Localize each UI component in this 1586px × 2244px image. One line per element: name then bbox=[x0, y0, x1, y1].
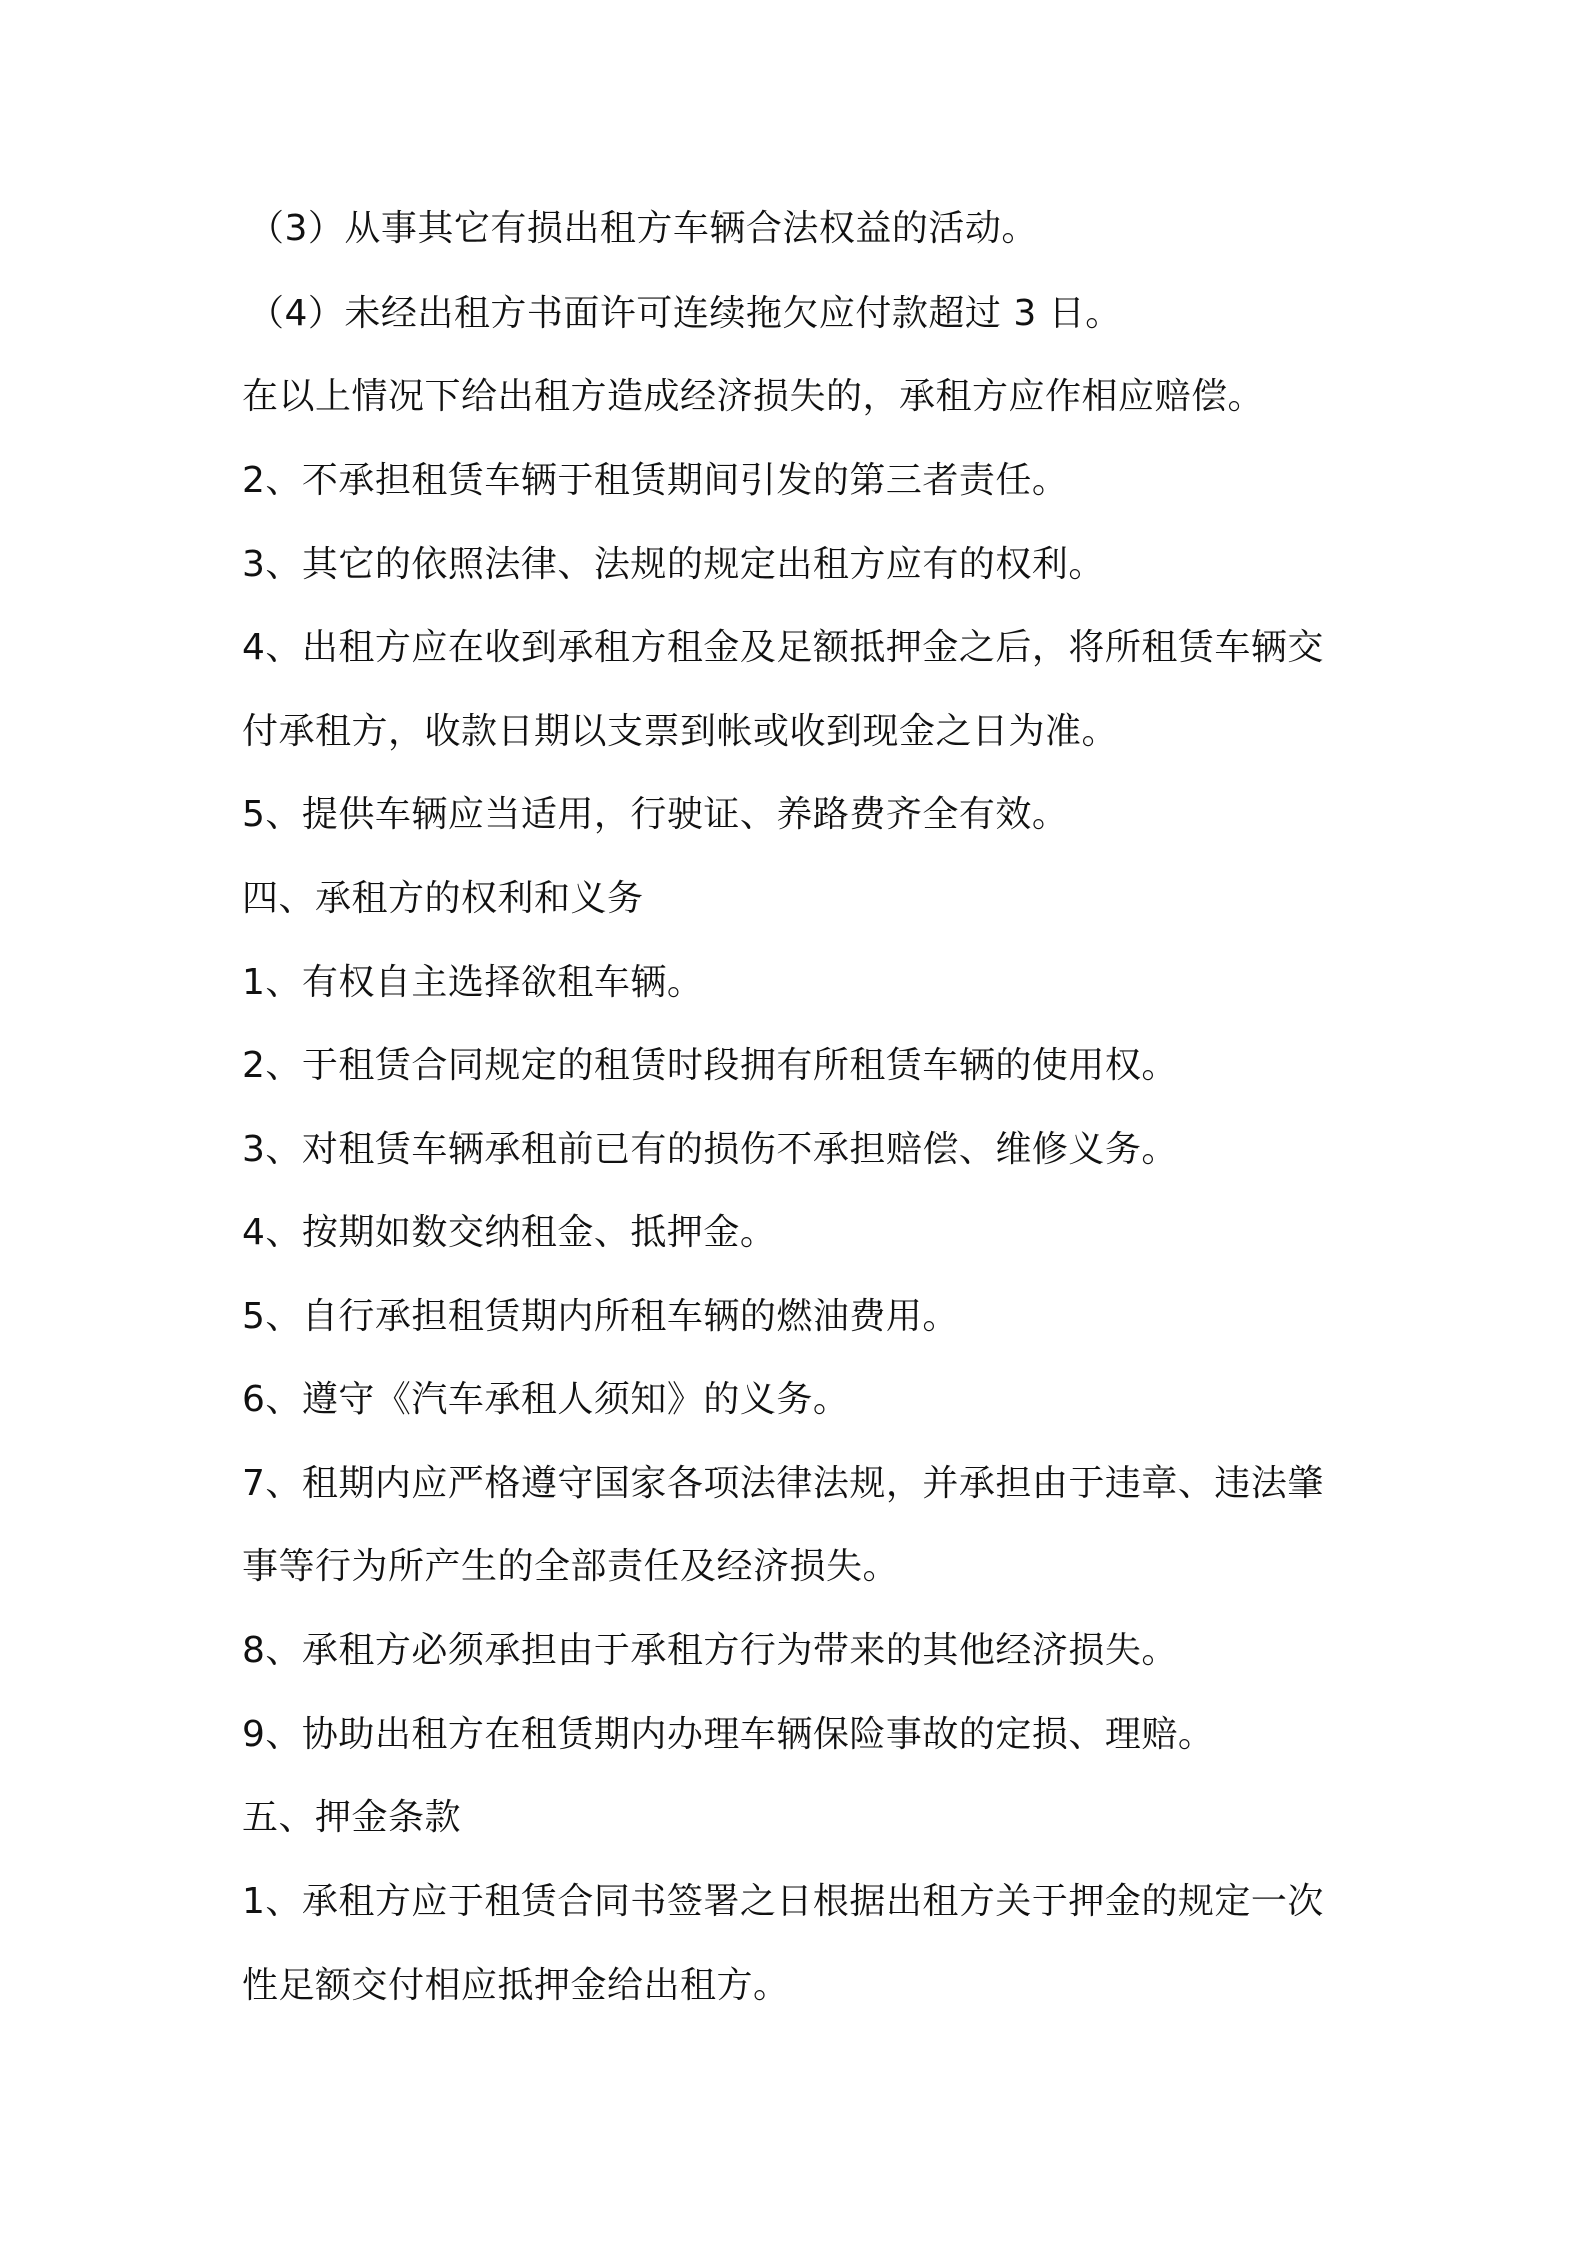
text-line: 付承租方，收款日期以支票到帐或收到现金之日为准。 bbox=[242, 711, 1119, 752]
text-line: 4、出租方应在收到承租方租金及足额抵押金之后，将所租赁车辆交 bbox=[242, 627, 1324, 668]
text-line: 2、不承担租赁车辆于租赁期间引发的第三者责任。 bbox=[242, 460, 1069, 501]
text-line: 5、自行承担租赁期内所租车辆的燃油费用。 bbox=[242, 1296, 959, 1337]
section-heading: 四、承租方的权利和义务 bbox=[242, 878, 644, 919]
text-line: （3）从事其它有损出租方车辆合法权益的活动。 bbox=[248, 208, 1038, 249]
text-line: 5、提供车辆应当适用，行驶证、养路费齐全有效。 bbox=[242, 794, 1069, 835]
text-line: 3、对租赁车辆承租前已有的损伤不承担赔偿、维修义务。 bbox=[242, 1129, 1178, 1170]
text-line: 事等行为所产生的全部责任及经济损失。 bbox=[242, 1546, 900, 1587]
text-line: （4）未经出租方书面许可连续拖欠应付款超过 3 日。 bbox=[248, 293, 1122, 334]
section-heading: 五、押金条款 bbox=[242, 1797, 462, 1838]
text-line: 1、承租方应于租赁合同书签署之日根据出租方关于押金的规定一次 bbox=[242, 1881, 1324, 1922]
text-line: 1、有权自主选择欲租车辆。 bbox=[242, 962, 704, 1003]
text-line: 7、租期内应严格遵守国家各项法律法规，并承担由于违章、违法肇 bbox=[242, 1463, 1324, 1504]
text-line: 2、于租赁合同规定的租赁时段拥有所租赁车辆的使用权。 bbox=[242, 1045, 1178, 1086]
text-line: 6、遵守《汽车承租人须知》的义务。 bbox=[242, 1379, 850, 1420]
text-line: 8、承租方必须承担由于承租方行为带来的其他经济损失。 bbox=[242, 1630, 1178, 1671]
text-line: 在以上情况下给出租方造成经济损失的，承租方应作相应赔偿。 bbox=[242, 376, 1265, 417]
text-line: 性足额交付相应抵押金给出租方。 bbox=[242, 1965, 790, 2006]
text-line: 4、按期如数交纳租金、抵押金。 bbox=[242, 1212, 777, 1253]
text-line: 3、其它的依照法律、法规的规定出租方应有的权利。 bbox=[242, 544, 1105, 585]
text-line: 9、协助出租方在租赁期内办理车辆保险事故的定损、理赔。 bbox=[242, 1714, 1215, 1755]
